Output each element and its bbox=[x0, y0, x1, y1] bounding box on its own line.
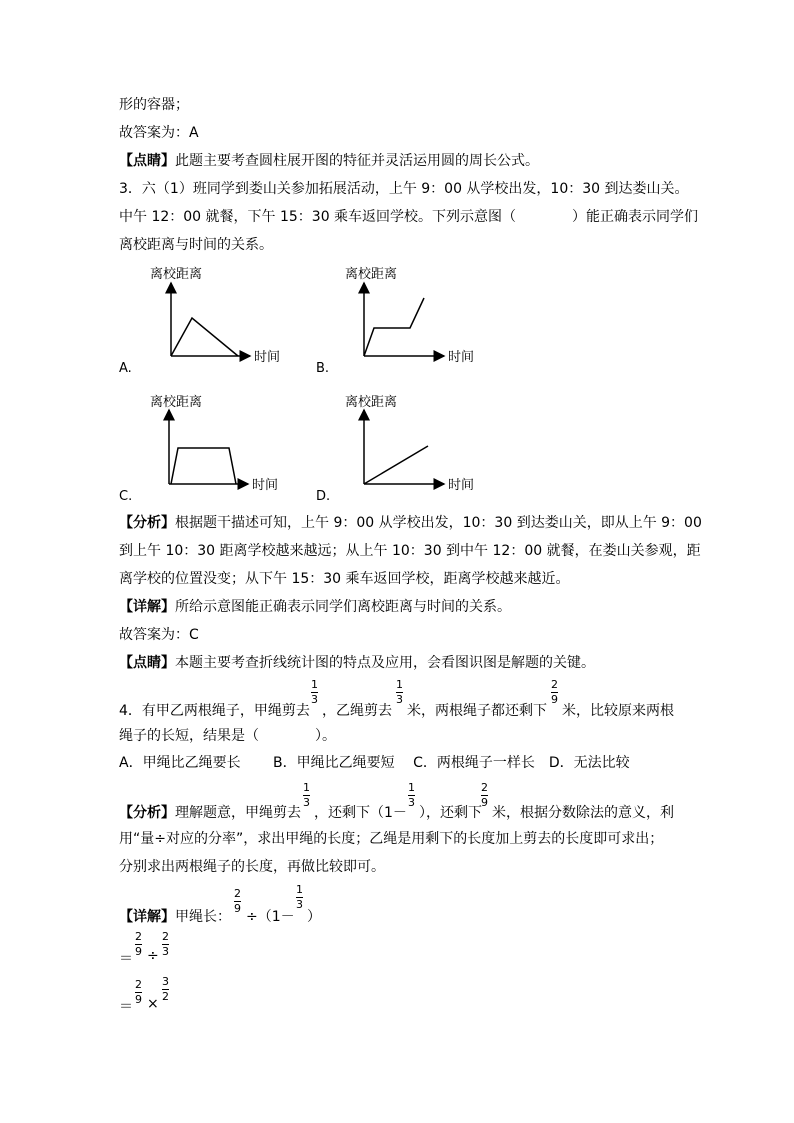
graph-a-xlabel: 时间 bbox=[254, 350, 281, 365]
graph-d-xlabel: 时间 bbox=[448, 478, 475, 493]
graph-a bbox=[119, 266, 280, 376]
fraction-two-thirds: 2 3 bbox=[162, 930, 169, 958]
page: 形的容器； 故答案为：A 【点睛】此题主要考查圆柱展开图的特征并灵活运用圆的周长公式。 3．六（1）班同学到娄山关参加拓展活动，上午 9：00 从学校出发，10：30 到达娄山关。 中午 12：00 就餐，下午 15：30 乘车返回学校。下列示意图（ ）能正确表示同学们 离校距离与时间的关系。 离校距离 时间 A. 离校距离 时间 B. 离校距离 时间 C. 离校距离 时间 D. 【分析】根据题干描述可知，上午 9：00 从学校出发，10：30 到达娄山关，即从上午 9：00 到上午 10：30 距离学校越来越远；从上午 10：30 到中午 12：00 就餐，在娄山关参观，距 离学校的位置没变；从下午 15：30 乘车返回学校，距离学校越来越近。 【详解】所给示意图能正确表示同学们离校距离与时间的关系。 故答案为：C 【点睛】本题主要考查折线统计图的特点及应用，会看图识图是解题的关键。 4．有甲乙两根绳子，甲绳剪去 1 3 ，乙绳剪去 1 3 米，两根绳子都还剩下 2 9 米，比较原来两根 绳子的长短，结果是（ ）。 A．甲绳比乙绳要长 B．甲绳比乙绳要短 C．两根绳子一样长 D．无法比较 【分析】理解题意，甲绳剪去 1 3 ，还剩下（1－ 1 3 ），还剩下 2 9 米，根据分数除法的意义，利 用“量÷对应的分率”，求出甲绳的长度；乙绳是用剩下的长度加上剪去的长度即可求出； 分别求出两根绳子的长度，再做比较即可。 【详解】甲绳长： 2 9 ÷（1－ 1 3 ） ＝ 2 9 ÷ 2 3 ＝ 2 9 × 3 2 bbox=[0, 0, 794, 1123]
comment-tag: 【点睛】 bbox=[119, 655, 175, 671]
graph-d-option: D. bbox=[316, 489, 331, 504]
analysis-line-1: 【分析】根据题干描述可知，上午 9：00 从学校出发，10：30 到达娄山关，即从上午 9：00 bbox=[119, 515, 702, 531]
graph-d-ylabel: 离校距离 bbox=[345, 395, 398, 410]
graph-b bbox=[316, 266, 474, 376]
fraction-two-ninths: 2 9 bbox=[481, 781, 488, 809]
graph-b-option: B. bbox=[316, 361, 330, 376]
comment-line bbox=[119, 152, 539, 170]
answer-line: 故答案为：C bbox=[119, 627, 199, 643]
question-4-line-2: 绳子的长短，结果是（ ）。 bbox=[119, 728, 336, 744]
text-line: 形的容器； bbox=[119, 97, 189, 113]
graph-b-ylabel: 离校距离 bbox=[345, 267, 398, 282]
answer-line: 故答案为：A bbox=[119, 125, 199, 141]
question-4-part: 4．有甲乙两根绳子，甲绳剪去 bbox=[119, 703, 310, 719]
fraction-one-third: 1 3 bbox=[396, 678, 403, 706]
graph-c bbox=[119, 394, 278, 504]
analysis-4-line-1: 【分析】理解题意，甲绳剪去 bbox=[119, 805, 301, 821]
graph-a-line bbox=[171, 318, 238, 356]
option-graphs bbox=[0, 258, 794, 518]
fraction-two-ninths: 2 9 bbox=[135, 978, 142, 1006]
detail-4-line: 【详解】甲绳长： bbox=[119, 909, 231, 925]
fraction-one-third: 1 3 bbox=[296, 883, 303, 911]
fraction-one-third: 1 3 bbox=[311, 678, 318, 706]
question-3-line-2: 中午 12：00 就餐，下午 15：30 乘车返回学校。下列示意图（ ）能正确表示同学们 bbox=[119, 209, 699, 225]
analysis-line-2: 到上午 10：30 距离学校越来越远；从上午 10：30 到中午 12：00 就餐，在娄山关参观，距 bbox=[119, 543, 701, 559]
fraction-two-ninths: 2 9 bbox=[234, 887, 241, 915]
comment-line: 【点睛】本题主要考查折线统计图的特点及应用，会看图识图是解题的关键。 bbox=[119, 655, 595, 671]
fraction-one-third: 1 3 bbox=[408, 781, 415, 809]
analysis-4-line-3: 分别求出两根绳子的长度，再做比较即可。 bbox=[119, 859, 385, 875]
fraction-two-ninths: 2 9 bbox=[135, 930, 142, 958]
graph-a-option: A. bbox=[119, 361, 132, 376]
comment-text: 此题主要考查圆柱展开图的特征并灵活运用圆的周长公式。 bbox=[175, 153, 539, 169]
detail-line: 【详解】所给示意图能正确表示同学们离校距离与时间的关系。 bbox=[119, 599, 511, 615]
graph-b-line bbox=[364, 298, 424, 356]
graph-d bbox=[316, 394, 474, 504]
question-4-options: A．甲绳比乙绳要长 B．甲绳比乙绳要短 C．两根绳子一样长 D．无法比较 bbox=[119, 755, 630, 771]
analysis-line-3: 离学校的位置没变；从下午 15：30 乘车返回学校，距离学校越来越近。 bbox=[119, 571, 570, 587]
graph-c-option: C. bbox=[119, 489, 133, 504]
fraction-two-ninths: 2 9 bbox=[551, 678, 558, 706]
graph-c-xlabel: 时间 bbox=[252, 478, 279, 493]
question-3-line-3: 离校距离与时间的关系。 bbox=[119, 237, 273, 253]
graph-d-line bbox=[364, 446, 428, 484]
question-3-line-1: 3．六（1）班同学到娄山关参加拓展活动，上午 9：00 从学校出发，10：30 到达娄山关。 bbox=[119, 181, 689, 197]
graph-a-ylabel: 离校距离 bbox=[150, 267, 203, 282]
comment-tag: 【点睛】 bbox=[119, 153, 175, 169]
graph-c-line bbox=[171, 448, 236, 484]
graph-c-ylabel: 离校距离 bbox=[150, 395, 203, 410]
analysis-4-line-2: 用“量÷对应的分率”，求出甲绳的长度；乙绳是用剩下的长度加上剪去的长度即可求出； bbox=[119, 831, 664, 847]
fraction-one-third: 1 3 bbox=[303, 781, 310, 809]
detail-tag: 【详解】 bbox=[119, 599, 175, 615]
graph-b-xlabel: 时间 bbox=[448, 350, 475, 365]
fraction-three-halves: 3 2 bbox=[162, 975, 169, 1003]
analysis-tag: 【分析】 bbox=[119, 515, 175, 531]
